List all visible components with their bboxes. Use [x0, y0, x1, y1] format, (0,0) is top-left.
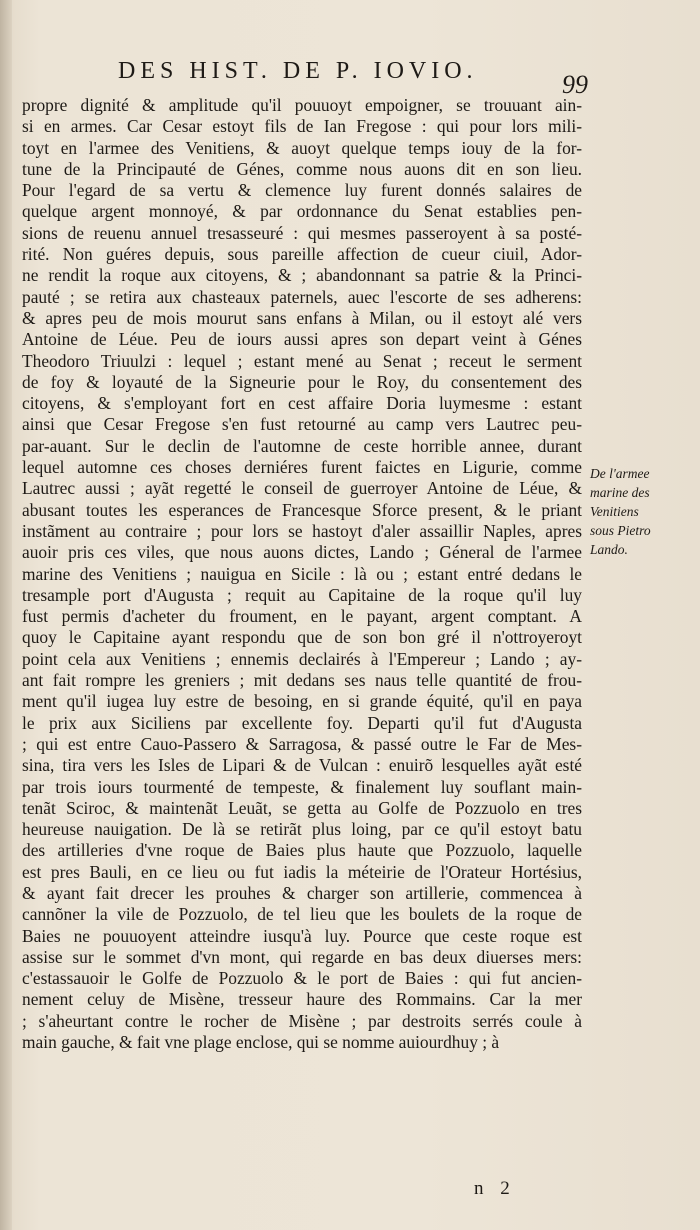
margin-note-line: Lando. [590, 542, 628, 557]
margin-note [590, 464, 690, 559]
body-line: tresample port d'Augusta ; requit au Capitaine de la roque qu'il luy [22, 584, 582, 605]
body-line: fust permis d'acheter du froument, en le payant, argent comptant. A [22, 606, 582, 627]
body-line: ne rendit la roque aux citoyens, & ; abandonnant sa patrie & la Princi- [22, 265, 582, 286]
body-line: auoir pris ces viles, que nous auons dictes, Lando ; Géneral de l'armee [22, 542, 582, 563]
body-line: Theodoro Triuulzi : lequel ; estant mené au Senat ; receut le serment [22, 350, 582, 371]
body-line: de foy & loyauté de la Signeurie pour le Roy, du consentement des [22, 371, 582, 392]
body-text [22, 95, 582, 1053]
body-line: lequel automne ces choses derniéres furent faictes en Ligurie, comme [22, 457, 582, 478]
body-line: Antoine de Léue. Peu de iours aussi apres son depart veint à Génes [22, 329, 582, 350]
body-line: abusant toutes les esperances de Francesque Sforce present, & le priant [22, 499, 582, 520]
body-line: propre dignité & amplitude qu'il pouuoyt empoigner, se trouuant ain- [22, 95, 582, 115]
body-line: assise sur le sommet d'vn mont, qui regarde en bas deux diuerses mers: [22, 946, 582, 967]
margin-note-line: marine des [590, 485, 650, 500]
body-line: heureuse nauigation. De là se retirãt plus loing, par ce qu'il estoyt batu [22, 819, 582, 840]
margin-note-line: sous Pietro [590, 523, 651, 538]
body-line: Pour l'egard de sa vertu & clemence luy furent donnés salaires de [22, 180, 582, 201]
body-line: par trois iours tourmenté de tempeste, & finalement luy souflant main- [22, 776, 582, 797]
body-line: ; qui est entre Cauo-Passero & Sarragosa, & passé outre le Far de Mes- [22, 733, 582, 754]
body-line: sions de reuenu annuel tresasseuré : qui mesmes passeroyent à sa posté- [22, 222, 582, 243]
body-line: ant fait rompre les greniers ; mit dedans ses naus telle quantité de frou- [22, 670, 582, 691]
body-line: cannõner la vile de Pozzuolo, de tel lieu que les boulets de la roque de [22, 904, 582, 925]
body-line: tenãt Sciroc, & maintenãt Leuãt, se getta au Golfe de Pozzuolo en tres [22, 797, 582, 818]
signature-mark: n 2 [474, 1178, 516, 1199]
body-line: Lautrec aussi ; ayãt regetté le conseil de guerroyer Antoine de Léue, & [22, 478, 582, 499]
margin-note-line: De l'armee [590, 466, 650, 481]
body-line: Baies ne pouuoyent atteindre iusqu'à luy. Pource que ceste roque est [22, 925, 582, 946]
body-line: instãment au contraire ; pour lors se hastoyt d'aler assaillir Naples, apres [22, 520, 582, 541]
body-line: quelque argent monnoyé, & par ordonnance du Senat establies pen- [22, 201, 582, 222]
body-line: ; s'aheurtant contre le rocher de Misène ; par destroits serrés coule à [22, 1010, 582, 1031]
body-line: des artilleries d'vne roque de Baies plus haute que Pozzuolo, laquelle [22, 840, 582, 861]
body-line: c'estassauoir le Golfe de Pozzuolo & le port de Baies : qui fut ancien- [22, 968, 582, 989]
body-line: toyt en l'armee des Venitiens, & auoyt quelque temps iouy de la for- [22, 137, 582, 158]
body-line: rité. Non guéres depuis, sous pareille affection de cueur ciuil, Ador- [22, 244, 582, 265]
page-gutter-shadow [0, 0, 12, 1230]
body-line: ment qu'il iugea luy estre de besoing, en si grande équité, qu'il en paya [22, 691, 582, 712]
body-line: marine des Venitiens ; nauigua en Sicile : là ou ; estant entré dedans le [22, 563, 582, 584]
body-line: point cela aux Venitiens ; ennemis declairés à l'Empereur ; Lando ; ay- [22, 648, 582, 669]
running-head: DES HIST. DE P. IOVIO. [118, 58, 478, 84]
body-line: ainsi que Cesar Fregose s'en fust retourné au camp vers Lautrec peu- [22, 414, 582, 435]
page-number: 99 [562, 70, 588, 99]
body-line: est pres Bauli, en ce lieu ou fut iadis la méteirie de l'Orateur Hortésius, [22, 861, 582, 882]
body-line: & ayant fait drecer les prouhes & charger son artillerie, commencea à [22, 882, 582, 903]
margin-note-line: Venitiens [590, 504, 639, 519]
body-line: nement celuy de Misène, tresseur haure des Rommains. Car la mer [22, 989, 582, 1010]
body-line: par-auant. Sur le declin de l'automne de ceste horrible annee, durant [22, 435, 582, 456]
body-line: sina, tira vers les Isles de Lipari & de Vulcan : enuirõ lesquelles ayãt esté [22, 755, 582, 776]
body-line: main gauche, & fait vne plage enclose, qui se nomme auiourdhuy ; à [22, 1032, 500, 1053]
body-line: & apres peu de mois mourut sans enfans à Milan, ou il estoyt alé vers [22, 307, 582, 328]
body-line: si en armes. Car Cesar estoyt fils de Ian Fregose : qui pour lors mili- [22, 116, 582, 137]
body-line: quoy le Capitaine ayant respondu que de son bon gré il n'ottroyeroyt [22, 627, 582, 648]
body-line: citoyens, & s'employant fort en cest affaire Doria luymesme : estant [22, 393, 582, 414]
body-line: pauté ; se retira aux chasteaux paternels, auec l'escorte de ses adherens: [22, 286, 582, 307]
body-line: tune de la Principauté de Génes, comme nous auons dit en son lieu. [22, 158, 582, 179]
body-line: le prix aux Siciliens par excellente foy. Departi qu'il fut d'Augusta [22, 712, 582, 733]
